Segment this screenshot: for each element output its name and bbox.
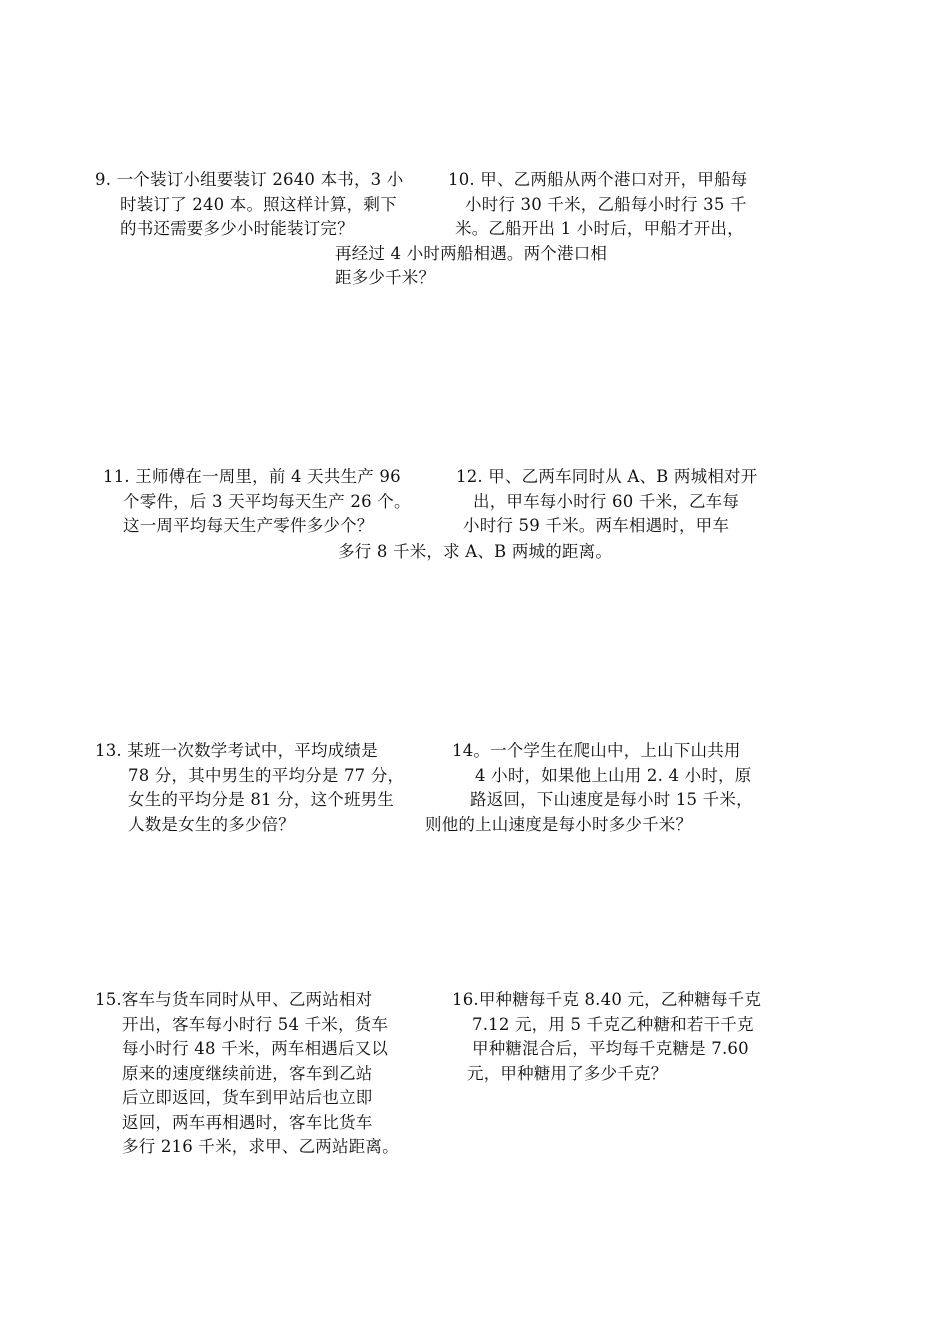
problem-15-line-7: 多行 216 千米，求甲、乙两站距离。 [122, 1137, 399, 1156]
problem-9-line-1: 9. 一个装订小组要装订 2640 本书，3 小 [95, 170, 404, 189]
problem-16-line-4: 元，甲种糖用了多少千克？ [467, 1064, 668, 1083]
problem-12-line-1: 12. 甲、乙两车同时从 A、B 两城相对开 [456, 467, 758, 486]
problem-15-line-1: 15.客车与货车同时从甲、乙两站相对 [95, 990, 373, 1009]
problem-10-line-3: 米。乙船开出 1 小时后，甲船才开出， [455, 219, 744, 238]
problem-16-line-2: 7.12 元，用 5 千克乙种糖和若干千克 [472, 1015, 754, 1034]
problem-15-line-3: 每小时行 48 千米，两车相遇后又以 [122, 1039, 389, 1058]
problem-11-line-2: 个零件，后 3 天平均每天生产 26 个。 [123, 492, 411, 511]
problem-11-line-1: 11. 王师傅在一周里，前 4 天共生产 96 [103, 467, 401, 486]
problem-12-line-4: 多行 8 千米，求 A、B 两城的距离。 [338, 542, 613, 561]
problem-15-line-4: 原来的速度继续前进，客车到乙站 [122, 1064, 373, 1083]
problem-15-line-2: 开出，客车每小时行 54 千米，货车 [122, 1015, 389, 1034]
problem-11-line-3: 这一周平均每天生产零件多少个？ [123, 516, 374, 535]
problem-13-line-2: 78 分，其中男生的平均分是 77 分， [128, 766, 405, 785]
problem-15-line-6: 返回，两车再相遇时，客车比货车 [122, 1113, 373, 1132]
problem-14-line-2: 4 小时，如果他上山用 2. 4 小时，原 [475, 766, 752, 785]
problem-14-line-4: 则他的上山速度是每小时多少千米？ [425, 815, 693, 834]
problem-10-line-5: 距多少千米？ [335, 268, 436, 287]
problem-9-line-2: 时装订了 240 本。照这样计算，剩下 [120, 195, 397, 214]
problem-12-line-2: 出，甲车每小时行 60 千米，乙车每 [473, 492, 740, 511]
problem-10-line-2: 小时行 30 千米，乙船每小时行 35 千 [465, 195, 747, 214]
problem-13-line-1: 13. 某班一次数学考试中，平均成绩是 [95, 741, 378, 760]
problem-16-line-3: 甲种糖混合后，平均每千克糖是 7.60 [472, 1039, 749, 1058]
problem-10-line-4: 再经过 4 小时两船相遇。两个港口相 [335, 244, 608, 263]
problem-13-line-3: 女生的平均分是 81 分，这个班男生 [128, 790, 395, 809]
problem-14-line-1: 14。一个学生在爬山中，上山下山共用 [452, 741, 741, 760]
problem-10-line-1: 10. 甲、乙两船从两个港口对开，甲船每 [448, 170, 748, 189]
problem-9-line-3: 的书还需要多少小时能装订完？ [120, 219, 354, 238]
problem-13-line-4: 人数是女生的多少倍？ [128, 815, 295, 834]
problem-14-line-3: 路返回，下山速度是每小时 15 千米， [470, 790, 753, 809]
problem-16-line-1: 16.甲种糖每千克 8.40 元，乙种糖每千克 [452, 990, 762, 1009]
problem-15-line-5: 后立即返回，货车到甲站后也立即 [122, 1088, 373, 1107]
problem-12-line-3: 小时行 59 千米。两车相遇时，甲车 [463, 516, 730, 535]
